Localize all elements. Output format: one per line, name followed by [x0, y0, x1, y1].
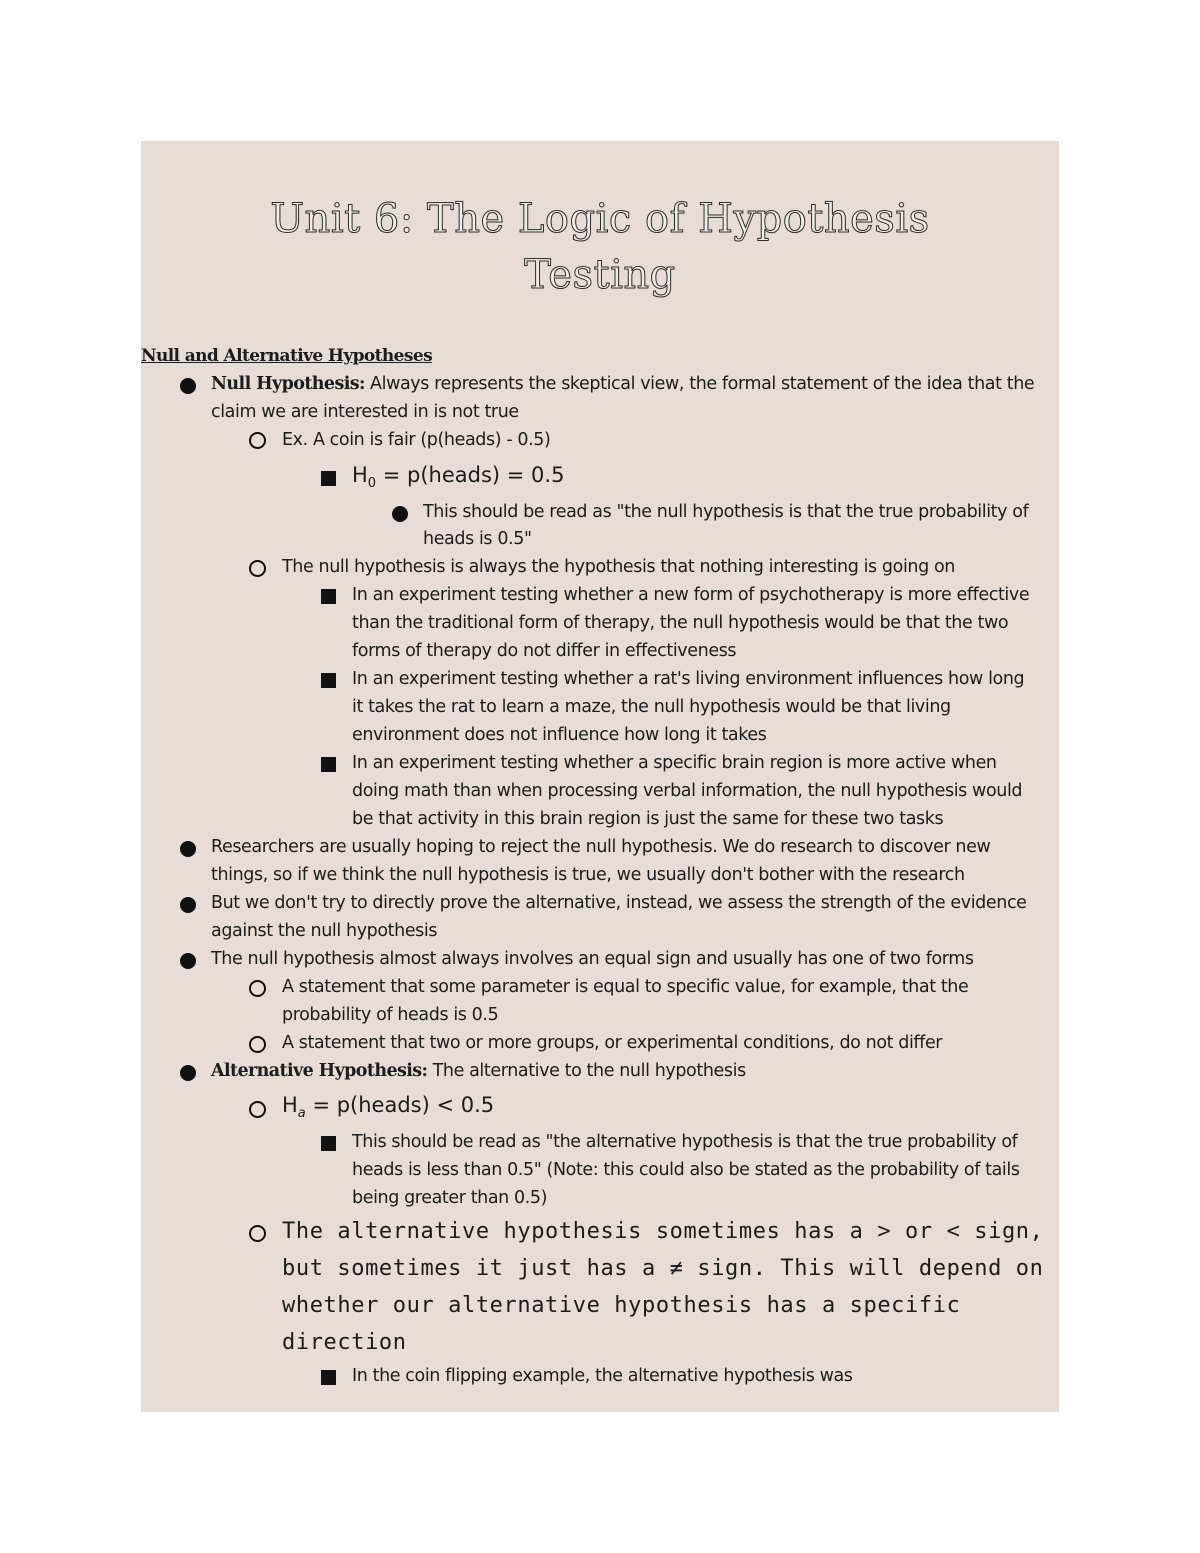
- title-line-1: Unit 6: The Logic of Hypothesis: [270, 196, 930, 242]
- example-3-line-1: In an experiment testing whether a specific brain region is more active when: [352, 753, 997, 773]
- prove-line-2: against the null hypothesis: [211, 921, 438, 941]
- h0-symbol: H: [352, 463, 368, 487]
- example-2-line-1: In an experiment testing whether a rat's living environment influences how long: [352, 669, 1025, 689]
- coin-example-line: In the coin flipping example, the alternative hypothesis was: [352, 1366, 853, 1386]
- h0-formula: [352, 461, 564, 498]
- h0-rest: = p(heads) = 0.5: [376, 463, 565, 487]
- bullet-square: [321, 1370, 336, 1385]
- prove-line-1: But we don't try to directly prove the alternative, instead, we assess the strength of the evidence: [211, 893, 1027, 913]
- equal-sign-line: The null hypothesis almost always involves an equal sign and usually has one of two forms: [211, 949, 974, 969]
- bullet-circle: [249, 560, 266, 577]
- bullet-square: [321, 471, 336, 486]
- null-nothing: The null hypothesis is always the hypothesis that nothing interesting is going on: [282, 557, 955, 577]
- null-example: Ex. A coin is fair (p(heads) - 0.5): [282, 430, 551, 450]
- bullet-circle: [249, 1101, 266, 1118]
- form-1-line-2: probability of heads is 0.5: [282, 1005, 499, 1025]
- alt-sign-line-2: but sometimes it just has a ≠ sign. This will depend on: [282, 1256, 1044, 1281]
- null-hypothesis-line-1: [211, 370, 1034, 398]
- bullet-dot: [180, 378, 196, 394]
- bullet-dot: [180, 953, 196, 969]
- example-1-line-1: In an experiment testing whether a new form of psychotherapy is more effective: [352, 585, 1030, 605]
- ha-symbol: H: [282, 1093, 298, 1117]
- example-1-line-3: forms of therapy do not differ in effectiveness: [352, 641, 737, 661]
- ha-formula: [282, 1091, 494, 1128]
- title-line-2: Testing: [524, 252, 676, 298]
- alt-hypothesis-text: The alternative to the null hypothesis: [427, 1061, 746, 1081]
- bullet-square: [321, 757, 336, 772]
- bullet-dot: [180, 841, 196, 857]
- alt-read-line-2: heads is less than 0.5" (Note: this could also be stated as the probability of tails: [352, 1160, 1020, 1180]
- bullet-square: [321, 589, 336, 604]
- example-1-line-2: than the traditional form of therapy, the null hypothesis would be that the two: [352, 613, 1009, 633]
- example-3-line-2: doing math than when processing verbal information, the null hypothesis would: [352, 781, 1023, 801]
- bullet-circle: [249, 1036, 266, 1053]
- bullet-circle: [249, 980, 266, 997]
- alt-sign-line-3: whether our alternative hypothesis has a specific: [282, 1293, 961, 1318]
- alt-sign-line-4: direction: [282, 1330, 407, 1355]
- alt-read-line-1: This should be read as "the alternative hypothesis is that the true probability of: [352, 1132, 1018, 1152]
- bullet-dot: [392, 506, 408, 522]
- alt-hypothesis-label: Alternative Hypothesis:: [211, 1061, 428, 1081]
- alt-hypothesis-line: [211, 1057, 746, 1085]
- bullet-square: [321, 673, 336, 688]
- null-hypothesis-line-2: claim we are interested in is not true: [211, 402, 519, 422]
- document-page: [141, 141, 1059, 1412]
- example-2-line-2: it takes the rat to learn a maze, the null hypothesis would be that living: [352, 697, 951, 717]
- example-2-line-3: environment does not influence how long it takes: [352, 725, 767, 745]
- null-hypothesis-label: Null Hypothesis:: [211, 374, 365, 394]
- form-1-line-1: A statement that some parameter is equal to specific value, for example, that the: [282, 977, 969, 997]
- null-hypothesis-text: Always represents the skeptical view, the formal statement of the idea that the: [364, 374, 1035, 394]
- null-read-line-1: This should be read as "the null hypothesis is that the true probability of: [423, 502, 1029, 522]
- ha-rest: = p(heads) < 0.5: [305, 1093, 495, 1117]
- null-read-line-2: heads is 0.5": [423, 529, 532, 549]
- ha-subscript: a: [297, 1106, 306, 1122]
- bullet-circle: [249, 1225, 266, 1242]
- bullet-dot: [180, 897, 196, 913]
- alt-sign-line-1: The alternative hypothesis sometimes has a > or < sign,: [282, 1219, 1044, 1244]
- h0-subscript: 0: [367, 476, 377, 492]
- form-2-line: A statement that two or more groups, or experimental conditions, do not differ: [282, 1033, 943, 1053]
- bullet-dot: [180, 1065, 196, 1081]
- section-heading: Null and Alternative Hypotheses: [141, 346, 433, 366]
- bullet-square: [321, 1136, 336, 1151]
- example-3-line-3: be that activity in this brain region is just the same for these two tasks: [352, 809, 944, 829]
- page-title: [141, 191, 1059, 303]
- reject-line-1: Researchers are usually hoping to reject the null hypothesis. We do research to discover new: [211, 837, 991, 857]
- bullet-circle: [249, 432, 266, 449]
- alt-read-line-3: being greater than 0.5): [352, 1188, 548, 1208]
- reject-line-2: things, so if we think the null hypothesis is true, we usually don't bother with the research: [211, 865, 965, 885]
